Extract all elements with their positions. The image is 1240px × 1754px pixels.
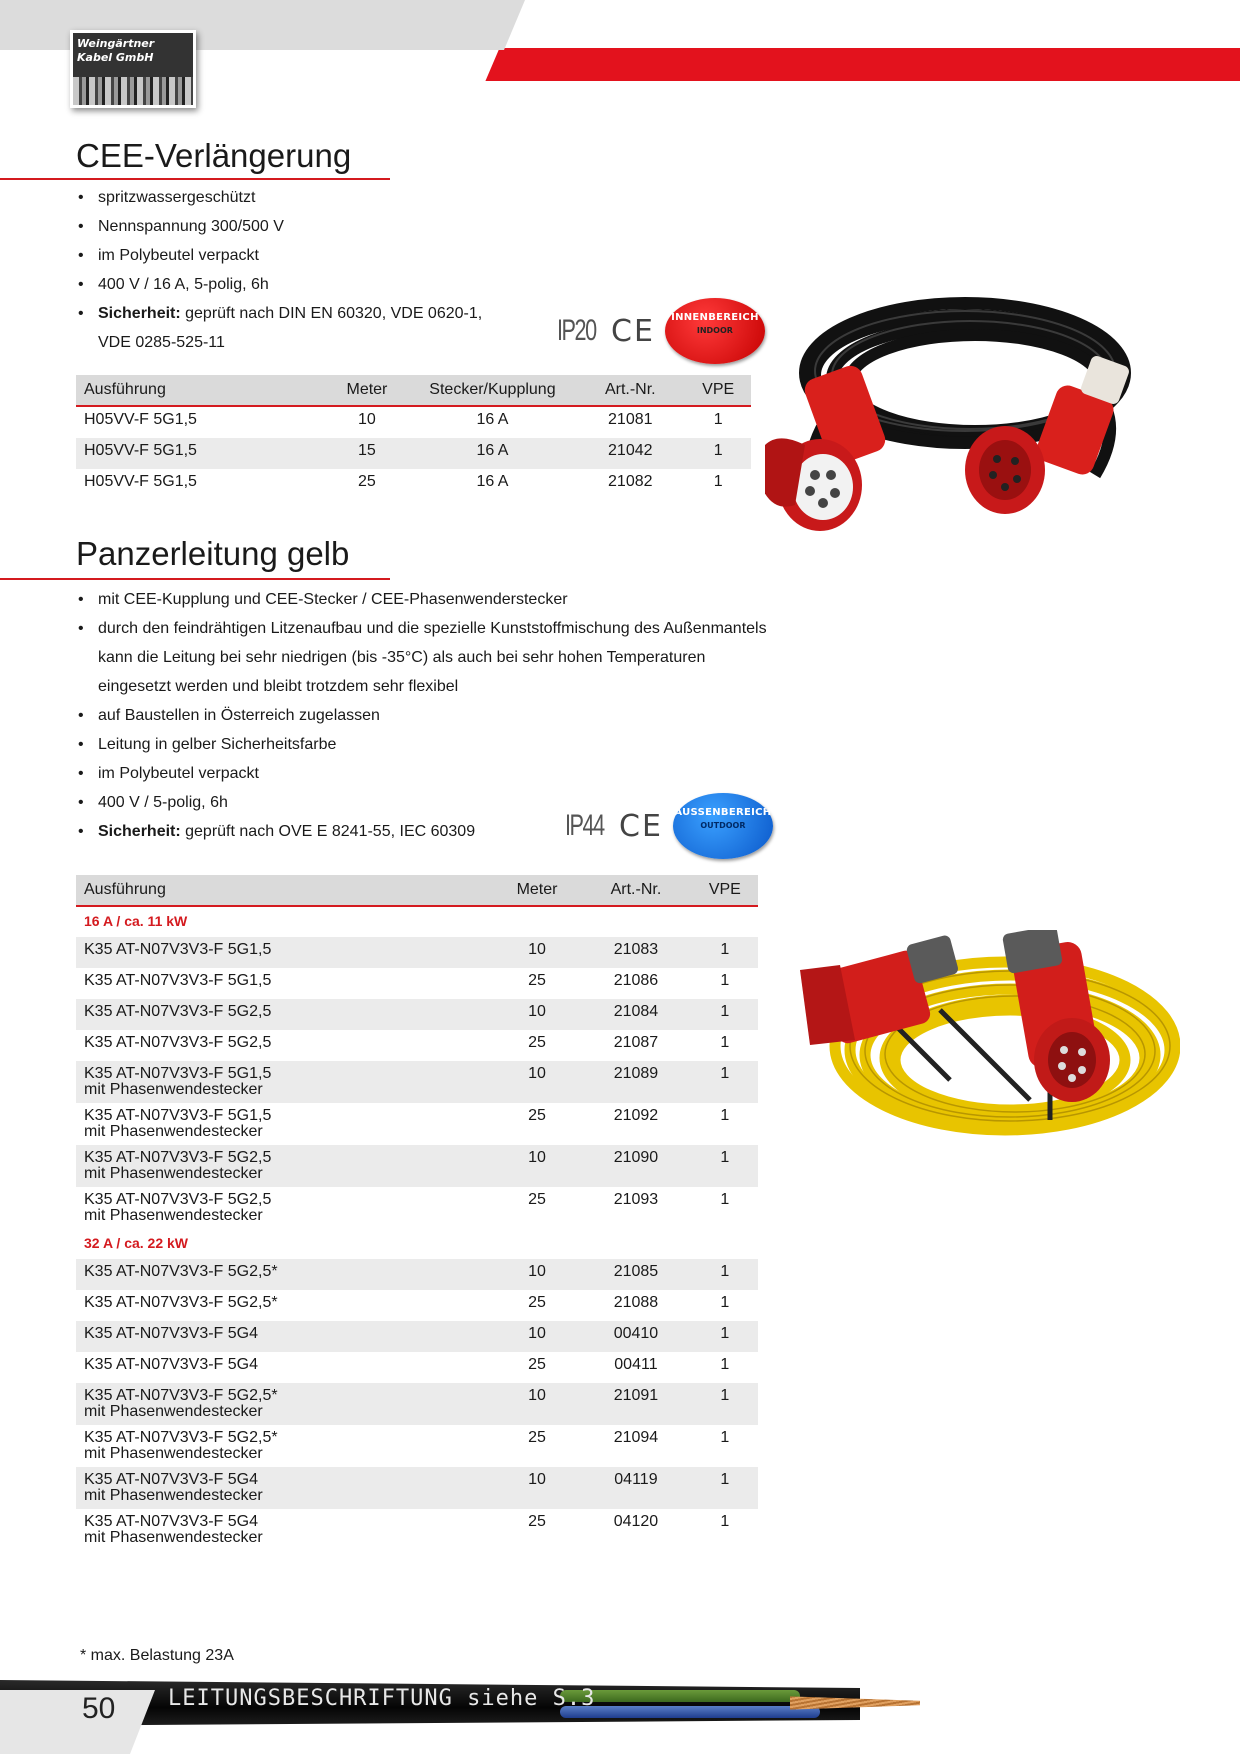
table-cell: 25	[528, 1034, 546, 1051]
table-cell: 1	[720, 1513, 730, 1530]
table-row	[76, 1352, 758, 1383]
table-cell: 25	[528, 972, 546, 989]
bullet-bold-label: Sicherheit:	[98, 823, 181, 840]
bullet-text: eingesetzt werden und bleibt trotzdem sehr flexibel	[98, 678, 459, 695]
table-cell: 1	[692, 1061, 758, 1103]
logo-line-2: Kabel GmbH	[77, 51, 154, 64]
table-row	[76, 937, 758, 968]
table-cell: 00411	[614, 1356, 658, 1373]
table-cell: 1	[692, 1321, 758, 1352]
table-row	[76, 406, 751, 438]
table-cell: 21084	[580, 999, 691, 1030]
table-cell: 21091	[580, 1383, 691, 1425]
table-cell: 25	[528, 1356, 546, 1373]
group-label: 32 A / ca. 22 kW	[84, 1235, 189, 1251]
product-variant: mit Phasenwendestecker	[84, 1081, 263, 1098]
table-cell	[76, 1145, 494, 1187]
table-cell	[76, 1383, 494, 1425]
column-header: Ausführung	[76, 875, 494, 906]
table-cell: 10	[494, 1259, 580, 1290]
list-item	[76, 701, 767, 730]
product-designation: K35 AT-N07V3V3-F 5G4	[84, 1471, 259, 1488]
product-designation: K35 AT-N07V3V3-F 5G2,5	[84, 1149, 272, 1166]
table-cell: 16 A	[476, 473, 509, 490]
outdoor-badge-label: AUSSENBEREICH	[674, 807, 772, 818]
page-number: 50	[82, 1692, 116, 1725]
section-title-cee: CEE-Verlängerung	[76, 137, 352, 174]
product-designation: K35 AT-N07V3V3-F 5G2,5	[84, 1003, 272, 1020]
table-cell: 25	[528, 1191, 546, 1208]
table-cell: 10	[494, 1321, 580, 1352]
list-item	[76, 585, 767, 614]
product-designation: K35 AT-N07V3V3-F 5G4	[84, 1513, 259, 1530]
table-cell: 04119	[580, 1467, 691, 1509]
table-row	[76, 968, 758, 999]
table-cell: 1	[713, 411, 723, 428]
list-item	[76, 759, 767, 788]
table-cell: 10	[358, 411, 376, 428]
feature-list-cee	[76, 183, 482, 357]
column-header: Meter	[494, 875, 580, 906]
product-designation: K35 AT-N07V3V3-F 5G1,5	[84, 972, 272, 989]
bullet-text: VDE 0285-525-11	[98, 334, 225, 351]
cable-strand-green	[560, 1690, 800, 1702]
list-item	[76, 672, 767, 701]
indoor-badge-sub: INDOOR	[696, 326, 733, 335]
table-cell: 10	[494, 999, 580, 1030]
table-cell	[76, 1030, 494, 1061]
table-cell: 04120	[613, 1513, 659, 1530]
product-variant: mit Phasenwendestecker	[84, 1403, 263, 1420]
table-row	[76, 469, 751, 500]
bullet-text: kann die Leitung bei sehr niedrigen (bis -35°C) als auch bei sehr hohen Temperaturen	[98, 649, 706, 666]
column-header: Art.-Nr.	[575, 375, 685, 406]
group-label: 16 A / ca. 11 kW	[84, 913, 188, 929]
table-cell: 21089	[580, 1061, 691, 1103]
bullet-text: geprüft nach DIN EN 60320, VDE 0620-1,	[180, 305, 483, 322]
product-variant: mit Phasenwendestecker	[84, 1165, 263, 1182]
list-item	[76, 241, 482, 270]
table-cell: 25	[528, 1429, 546, 1446]
table-cell: 1	[692, 1467, 758, 1509]
table-cell: 1	[720, 1356, 730, 1373]
table-row	[76, 999, 758, 1030]
table-cell: 21088	[613, 1294, 659, 1311]
bullet-text: mit CEE-Kupplung und CEE-Stecker / CEE-Phasenwenderstecker	[98, 591, 568, 608]
product-designation: K35 AT-N07V3V3-F 5G4	[84, 1325, 259, 1342]
table-cell	[76, 1425, 494, 1467]
product-designation: K35 AT-N07V3V3-F 5G2,5	[84, 1034, 272, 1051]
table-cell: 1	[692, 937, 758, 968]
product-photo-cee-cable	[765, 275, 1165, 555]
list-item	[76, 643, 767, 672]
product-designation: K35 AT-N07V3V3-F 5G1,5	[84, 941, 272, 958]
product-designation: K35 AT-N07V3V3-F 5G2,5*	[84, 1294, 278, 1311]
product-designation: K35 AT-N07V3V3-F 5G2,5*	[84, 1387, 278, 1404]
table-cell: 25	[528, 1107, 546, 1124]
table-cell	[76, 1259, 494, 1290]
list-item	[76, 212, 482, 241]
table-row	[76, 1259, 758, 1290]
bullet-text: Leitung in gelber Sicherheitsfarbe	[98, 736, 337, 753]
table-cell: H05VV-F 5G1,5	[84, 411, 197, 428]
list-item	[76, 270, 482, 299]
product-photo-yellow-cable	[800, 930, 1180, 1160]
table-cell: 1	[685, 438, 751, 469]
table-cell: 21082	[608, 473, 653, 490]
table-cell: 25	[528, 1513, 546, 1530]
product-variant: mit Phasenwendestecker	[84, 1207, 263, 1224]
section-title-rule	[0, 578, 390, 580]
bullet-text: im Polybeutel verpackt	[98, 247, 259, 264]
product-table-cee	[76, 375, 751, 500]
indoor-badge-label: INNENBEREICH	[671, 312, 759, 323]
column-header: VPE	[692, 875, 758, 906]
table-cell: 1	[720, 1294, 730, 1311]
table-cell: 1	[692, 1383, 758, 1425]
table-cell: 10	[494, 1061, 580, 1103]
table-cell: 1	[720, 972, 730, 989]
table-cell: 1	[720, 1191, 730, 1208]
table-cell: 21093	[613, 1191, 659, 1208]
table-row	[76, 1187, 758, 1229]
table-cell: 25	[528, 1294, 546, 1311]
product-designation: K35 AT-N07V3V3-F 5G2,5	[84, 1191, 272, 1208]
product-table-panzerleitung	[76, 875, 758, 1551]
table-header-row	[76, 375, 751, 406]
list-item	[76, 730, 767, 759]
bullet-text: Nennspannung 300/500 V	[98, 218, 284, 235]
bullet-text: geprüft nach OVE E 8241-55, IEC 60309	[180, 823, 476, 840]
table-row	[76, 1425, 758, 1467]
product-designation: K35 AT-N07V3V3-F 5G2,5*	[84, 1429, 278, 1446]
table-group-row	[76, 1229, 758, 1259]
bullet-text: im Polybeutel verpackt	[98, 765, 259, 782]
bullet-text: durch den feindrähtigen Litzenaufbau und die spezielle Kunststoffmischung des Außenmantels	[98, 620, 767, 637]
table-cell	[76, 1290, 494, 1321]
product-designation: K35 AT-N07V3V3-F 5G1,5	[84, 1065, 272, 1082]
table-row	[76, 1321, 758, 1352]
column-header: Meter	[324, 375, 409, 406]
table-cell: H05VV-F 5G1,5	[76, 438, 324, 469]
ce-mark: CE	[619, 808, 663, 844]
table-cell	[76, 937, 494, 968]
list-item	[76, 183, 482, 212]
table-header-row	[76, 875, 758, 906]
cable-strand-blue	[560, 1706, 820, 1718]
table-row	[76, 1030, 758, 1061]
table-cell: 10	[494, 1467, 580, 1509]
page-number-tab	[0, 1690, 155, 1754]
table-cell	[76, 1352, 494, 1383]
table-cell: H05VV-F 5G1,5	[84, 473, 197, 490]
table-row	[76, 1509, 758, 1551]
table-row	[76, 1383, 758, 1425]
table-cell	[76, 1187, 494, 1229]
table-cell: 1	[720, 1429, 730, 1446]
bullet-text: spritzwassergeschützt	[98, 189, 256, 206]
table-cell: 10	[494, 1145, 580, 1187]
column-header: Ausführung	[76, 375, 324, 406]
column-header: Stecker/Kupplung	[410, 375, 576, 406]
table-row	[76, 438, 751, 469]
list-item	[76, 614, 767, 643]
table-cell: 21083	[580, 937, 691, 968]
product-variant: mit Phasenwendestecker	[84, 1123, 263, 1140]
cable-label-text: LEITUNGSBESCHRIFTUNG siehe S.3	[168, 1686, 596, 1711]
product-designation: K35 AT-N07V3V3-F 5G1,5	[84, 1107, 272, 1124]
product-variant: mit Phasenwendestecker	[84, 1529, 263, 1546]
table-cell: 1	[692, 1259, 758, 1290]
product-variant: mit Phasenwendestecker	[84, 1445, 263, 1462]
bullet-bold-label: Sicherheit:	[98, 305, 181, 322]
table-cell: 25	[358, 473, 376, 490]
logo-line-1: Weingärtner	[77, 37, 155, 50]
table-cell: 1	[713, 473, 723, 490]
table-row	[76, 1467, 758, 1509]
table-cell	[76, 1467, 494, 1509]
table-cell: 21087	[613, 1034, 659, 1051]
table-cell: 1	[692, 999, 758, 1030]
table-row	[76, 1103, 758, 1145]
section-title-rule	[0, 178, 390, 180]
outdoor-badge-sub: OUTDOOR	[700, 821, 746, 830]
table-cell: 21092	[613, 1107, 659, 1124]
table-cell	[76, 1321, 494, 1352]
section-title-panzerleitung: Panzerleitung gelb	[76, 535, 350, 572]
table-cell: 00410	[580, 1321, 691, 1352]
table-cell: 10	[494, 1383, 580, 1425]
table-cell	[76, 1103, 494, 1145]
table-cell: 21086	[613, 972, 659, 989]
table-row	[76, 1145, 758, 1187]
table-cell: 10	[494, 937, 580, 968]
table-cell: 1	[692, 1145, 758, 1187]
table-cell	[76, 968, 494, 999]
table-cell: 15	[324, 438, 409, 469]
list-item	[76, 328, 482, 357]
table-group-row	[76, 906, 758, 937]
column-header: Art.-Nr.	[580, 875, 691, 906]
ip-rating: IP44	[565, 809, 604, 842]
table-cell: 21094	[613, 1429, 659, 1446]
product-designation: K35 AT-N07V3V3-F 5G4	[84, 1356, 259, 1373]
table-cell	[76, 1509, 494, 1551]
bullet-text: 400 V / 5-polig, 6h	[98, 794, 228, 811]
company-logo	[70, 30, 196, 108]
certification-badges-cee	[557, 298, 765, 364]
product-designation: K35 AT-N07V3V3-F 5G2,5*	[84, 1263, 278, 1280]
table-cell: 1	[720, 1107, 730, 1124]
logo-cable-graphic	[73, 77, 193, 105]
table-cell: 16 A	[476, 411, 509, 428]
ip-rating: IP20	[557, 314, 596, 347]
table-cell: 21090	[580, 1145, 691, 1187]
table-cell: 16 A	[410, 438, 576, 469]
list-item	[76, 299, 482, 328]
column-header: VPE	[685, 375, 751, 406]
indoor-badge	[665, 298, 765, 364]
table-cell	[76, 999, 494, 1030]
table-row	[76, 1061, 758, 1103]
table-cell: 21081	[608, 411, 653, 428]
ce-mark: CE	[611, 313, 655, 349]
bullet-text: 400 V / 16 A, 5-polig, 6h	[98, 276, 269, 293]
bullet-text: auf Baustellen in Österreich zugelassen	[98, 707, 380, 724]
product-variant: mit Phasenwendestecker	[84, 1487, 263, 1504]
certification-badges-panzerleitung	[565, 793, 773, 859]
table-cell	[76, 1061, 494, 1103]
footnote: * max. Belastung 23A	[80, 1647, 234, 1664]
table-cell: 21085	[580, 1259, 691, 1290]
table-cell: 21042	[575, 438, 685, 469]
outdoor-badge	[673, 793, 773, 859]
table-row	[76, 1290, 758, 1321]
table-cell: 1	[720, 1034, 730, 1051]
